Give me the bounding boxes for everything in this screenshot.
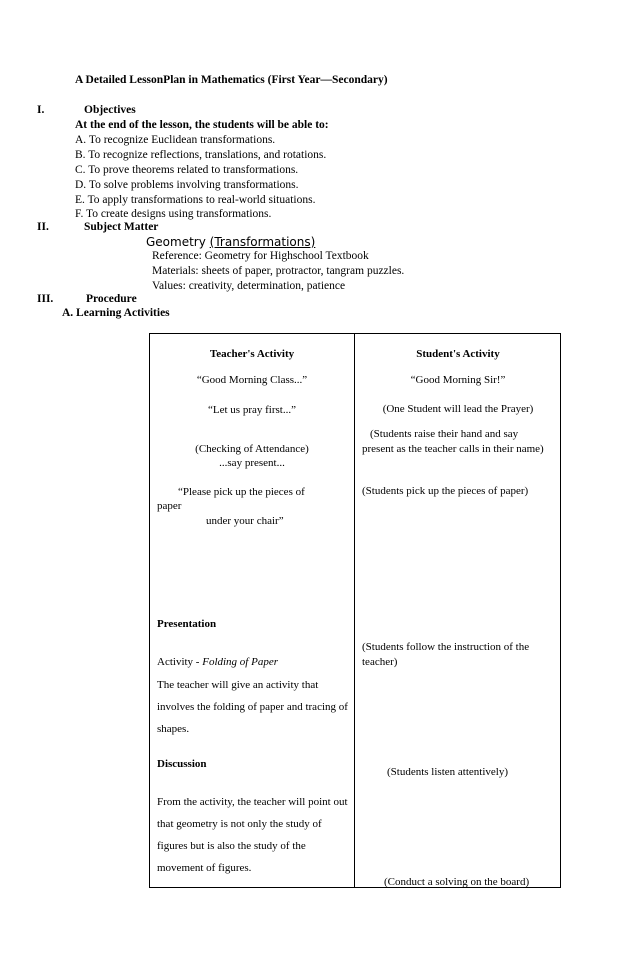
subject-matter-heading: Subject Matter <box>84 221 159 233</box>
teacher-pray: “Let us pray first...” <box>208 404 296 416</box>
teacher-present: ...say present... <box>219 457 285 469</box>
document-title: A Detailed LessonPlan in Mathematics (First Year—Secondary) <box>75 74 388 86</box>
discussion-text: From the activity, the teacher will point out that geometry is not only the study of figures but is also the study of the movement of figures. <box>157 796 348 874</box>
reference-line: Reference: Geometry for Highschool Textbook <box>152 250 369 262</box>
objective-item: F. To create designs using transformations. <box>75 208 272 220</box>
student-greeting: “Good Morning Sir!” <box>410 374 506 386</box>
procedure-heading: Procedure <box>86 293 137 305</box>
objective-item: A. To recognize Euclidean transformations. <box>75 134 276 146</box>
student-solving: (Conduct a solving on the board) <box>384 876 530 888</box>
teacher-pick-line-3: under your chair” <box>206 515 284 527</box>
teacher-pick-line-2: paper <box>157 500 182 512</box>
materials-line: Materials: sheets of paper, protractor, tangram puzzles. <box>152 265 405 277</box>
activity-description: The teacher will give an activity that involves the folding of paper and tracing of shapes. <box>157 679 348 735</box>
teacher-attendance: (Checking of Attendance) <box>195 443 309 455</box>
activity-prefix: Activity - <box>157 656 203 668</box>
objectives-intro: At the end of the lesson, the students will be able to: <box>75 119 329 131</box>
geometry-subtopic: (Transformations) <box>209 235 316 249</box>
student-activity-header: Student's Activity <box>416 348 500 360</box>
activity-line <box>157 655 278 670</box>
objective-item: E. To apply transformations to real-world situations. <box>75 194 316 206</box>
geometry-label: Geometry <box>146 235 206 249</box>
geometry-topic <box>146 235 315 249</box>
student-prayer: (One Student will lead the Prayer) <box>382 403 534 415</box>
student-pick: (Students pick up the pieces of paper) <box>362 485 529 497</box>
teacher-activity-header: Teacher's Activity <box>209 348 295 360</box>
objectives-numeral: I. <box>37 104 45 116</box>
objective-item: B. To recognize reflections, translations, and rotations. <box>75 149 327 161</box>
objective-item: D. To solve problems involving transformations. <box>75 179 299 191</box>
teacher-greeting: “Good Morning Class...” <box>196 374 308 386</box>
objectives-heading: Objectives <box>84 104 136 116</box>
student-follow: (Students follow the instruction of the teacher) <box>362 641 530 668</box>
objective-item: C. To prove theorems related to transformations. <box>75 164 299 176</box>
discussion-heading: Discussion <box>157 758 207 770</box>
activity-table <box>149 333 561 888</box>
student-listen: (Students listen attentively) <box>387 766 508 778</box>
activity-title: Folding of Paper <box>202 656 278 668</box>
values-line: Values: creativity, determination, patience <box>152 280 346 292</box>
procedure-numeral: III. <box>37 293 54 305</box>
teacher-pick-line-1: “Please pick up the pieces of <box>178 486 305 498</box>
learning-activities-heading: A. Learning Activities <box>62 307 170 319</box>
presentation-heading: Presentation <box>157 618 217 630</box>
subject-matter-numeral: II. <box>37 221 49 233</box>
student-attendance: (Students raise their hand and say present as the teacher calls in their name) <box>362 428 544 455</box>
